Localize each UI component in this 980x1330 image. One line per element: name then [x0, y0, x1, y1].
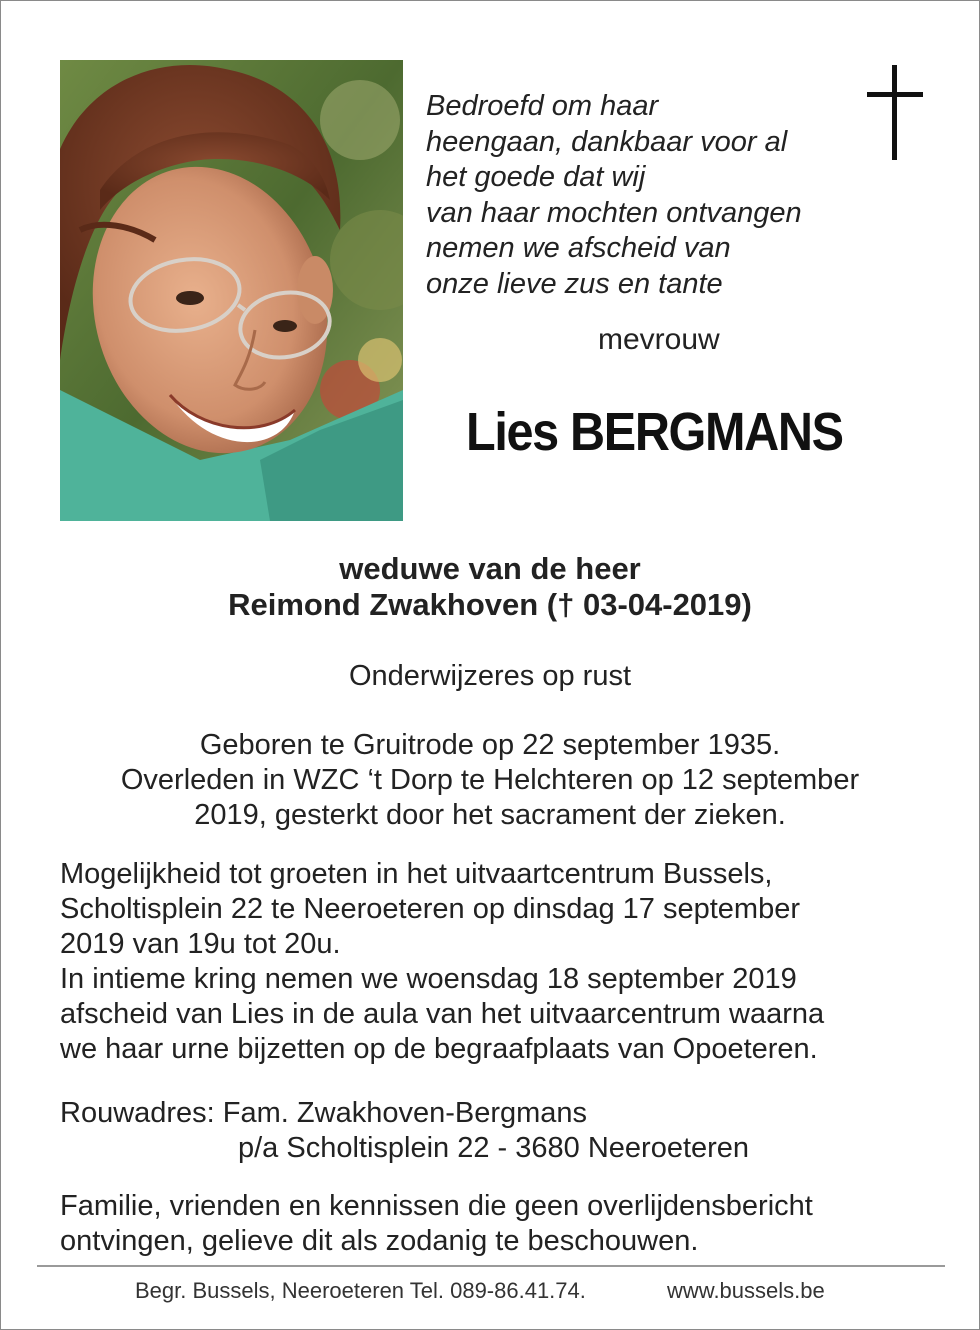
intro-line: het goede dat wij — [426, 161, 646, 193]
visitation-line: In intieme kring nemen we woensdag 18 september 2019 — [60, 963, 797, 995]
intro-line: heengaan, dankbaar voor al — [426, 125, 788, 158]
mourning-address — [60, 1096, 749, 1166]
dates-line: 2019, gesterkt door het sacrament der zieken. — [194, 799, 786, 831]
visitation-line: afscheid van Lies in de aula van het uitvaarcentrum waarna — [60, 998, 825, 1030]
spouse-info — [1, 551, 979, 623]
footer-funeral-home: Begr. Bussels, Neeroeteren Tel. 089-86.41.74. — [135, 1278, 586, 1303]
visitation-line: Mogelijkheid tot groeten in het uitvaartcentrum Bussels, — [60, 858, 773, 890]
visitation-line: 2019 van 19u tot 20u. — [60, 928, 341, 960]
dates-line: Overleden in WZC ‘t Dorp te Helchteren op 12 september — [120, 764, 860, 796]
spouse-name: Reimond Zwakhoven († 03-04-2019) — [228, 587, 752, 622]
visitation-line: we haar urne bijzetten op de begraafplaats van Opoeteren. — [60, 1033, 818, 1065]
intro-line: nemen we afscheid van — [426, 232, 731, 264]
footer-website: www.bussels.be — [667, 1278, 825, 1303]
address-line: Rouwadres: Fam. Zwakhoven-Bergmans — [60, 1097, 588, 1129]
dates-line: Geboren te Gruitrode op 22 september 1935. — [199, 729, 781, 761]
portrait-photo — [60, 60, 403, 521]
closing-line: Familie, vrienden en kennissen die geen overlijdensbericht — [60, 1190, 813, 1222]
visitation-line: Scholtisplein 22 te Neeroeteren op dinsdag 17 september — [60, 893, 800, 925]
cross-icon — [867, 65, 923, 161]
closing-note — [60, 1189, 813, 1259]
intro-text — [426, 89, 856, 302]
visitation-info — [60, 857, 824, 1067]
footer-divider — [37, 1265, 945, 1267]
birth-death-dates — [1, 728, 979, 833]
address-line: p/a Scholtisplein 22 - 3680 Neeroeteren — [238, 1132, 750, 1164]
deceased-name: Lies BERGMANS — [466, 402, 843, 462]
spouse-line: weduwe van de heer — [339, 551, 641, 586]
intro-line: Bedroefd om haar — [426, 90, 659, 122]
occupation: Onderwijzeres op rust — [348, 660, 632, 692]
intro-line: van haar mochten ontvangen — [426, 196, 802, 229]
closing-line: ontvingen, gelieve dit als zodanig te beschouwen. — [60, 1225, 699, 1257]
honorific: mevrouw — [598, 323, 720, 356]
intro-line: onze lieve zus en tante — [426, 267, 723, 300]
